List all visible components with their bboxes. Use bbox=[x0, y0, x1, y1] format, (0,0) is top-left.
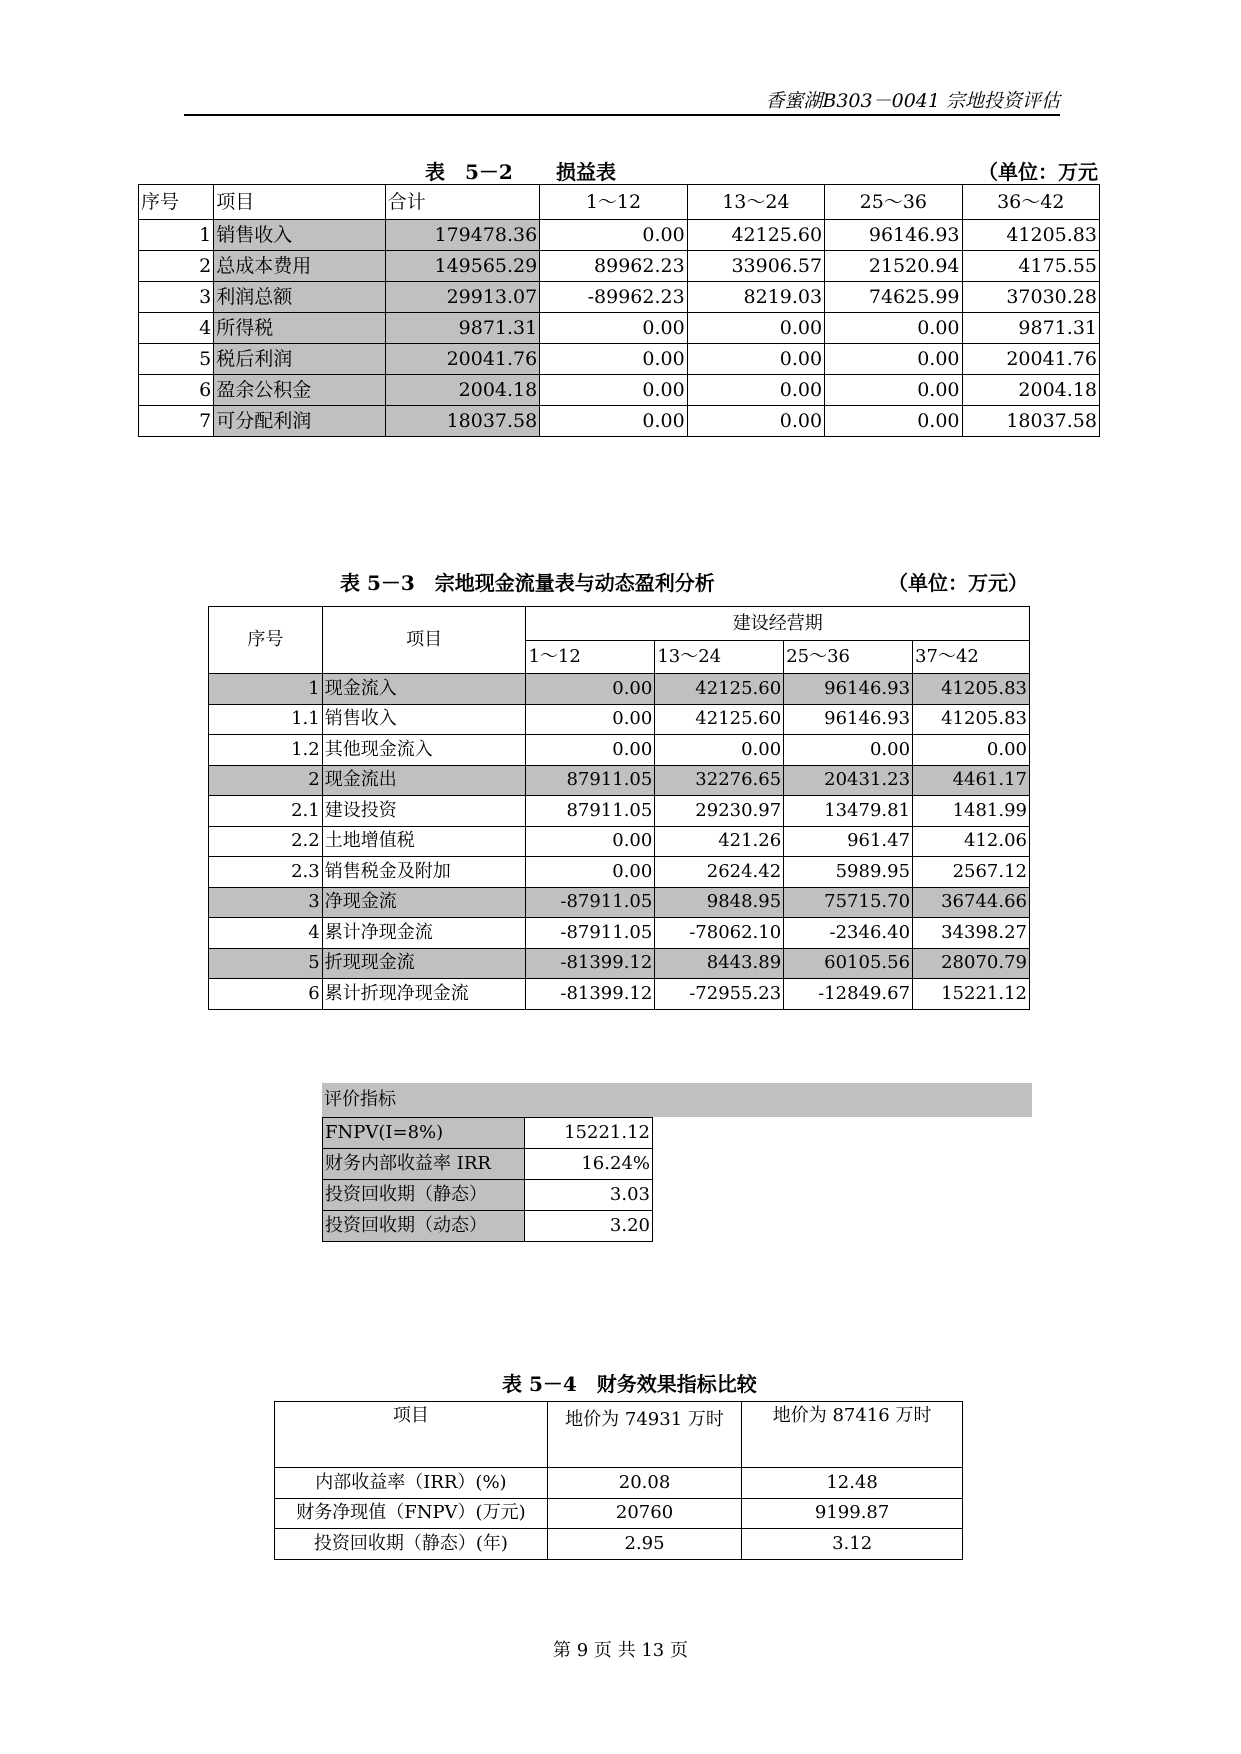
row-item: 税后利润 bbox=[214, 344, 386, 375]
table2-header-p1: 1～12 bbox=[526, 641, 655, 674]
cash-flow-table bbox=[208, 606, 1030, 1010]
row-value-a: 20760 bbox=[547, 1498, 741, 1529]
table1-header-total: 合计 bbox=[385, 185, 539, 220]
page-footer: 第 9 页 共 13 页 bbox=[553, 1640, 688, 1661]
table1-header-p2: 13～24 bbox=[687, 185, 824, 220]
row-item: 销售收入 bbox=[322, 704, 526, 735]
table-row bbox=[139, 282, 1100, 313]
table-row bbox=[209, 674, 1030, 705]
row-item: 累计净现金流 bbox=[322, 918, 526, 949]
row-value: 42125.60 bbox=[655, 704, 784, 735]
table-row bbox=[139, 406, 1100, 437]
row-value-a: 2.95 bbox=[547, 1529, 741, 1560]
row-value: 421.26 bbox=[655, 826, 784, 857]
row-item: 利润总额 bbox=[214, 282, 386, 313]
row-value: 9871.31 bbox=[385, 313, 539, 344]
row-value: 75715.70 bbox=[784, 887, 913, 918]
table1-header-no: 序号 bbox=[139, 185, 214, 220]
eval-value: 15221.12 bbox=[524, 1117, 652, 1148]
row-number: 7 bbox=[139, 406, 214, 437]
table4-caption: 表 5－4 财务效果指标比较 bbox=[502, 1372, 757, 1396]
row-value: 33906.57 bbox=[687, 251, 824, 282]
row-value: 0.00 bbox=[825, 406, 962, 437]
row-item: 可分配利润 bbox=[214, 406, 386, 437]
table-row bbox=[139, 220, 1100, 251]
table-row bbox=[275, 1498, 963, 1529]
row-value: 36744.66 bbox=[913, 887, 1030, 918]
row-item: 财务净现值（FNPV）(万元) bbox=[275, 1498, 548, 1529]
row-value: 0.00 bbox=[687, 344, 824, 375]
table4-header-b: 地价为 87416 万时 bbox=[742, 1402, 963, 1468]
eval-label: 投资回收期（动态） bbox=[323, 1210, 525, 1241]
table2-caption: 表 5－3 宗地现金流量表与动态盈利分析 bbox=[340, 571, 715, 595]
row-value: 4175.55 bbox=[962, 251, 1099, 282]
row-item: 总成本费用 bbox=[214, 251, 386, 282]
row-value: 41205.83 bbox=[962, 220, 1099, 251]
row-item: 销售税金及附加 bbox=[322, 857, 526, 888]
row-value: 28070.79 bbox=[913, 948, 1030, 979]
table-row bbox=[139, 375, 1100, 406]
row-value: 18037.58 bbox=[962, 406, 1099, 437]
row-value: 96146.93 bbox=[784, 674, 913, 705]
row-item: 现金流入 bbox=[322, 674, 526, 705]
row-value: 32276.65 bbox=[655, 765, 784, 796]
table-row bbox=[209, 857, 1030, 888]
table4-header-row bbox=[275, 1402, 963, 1468]
row-value: 0.00 bbox=[913, 735, 1030, 766]
table1-caption-name: 损益表 bbox=[556, 160, 616, 184]
row-value: 9848.95 bbox=[655, 887, 784, 918]
row-item: 现金流出 bbox=[322, 765, 526, 796]
table-row bbox=[323, 1117, 653, 1148]
table-row bbox=[275, 1468, 963, 1499]
row-value: 41205.83 bbox=[913, 704, 1030, 735]
row-number: 1 bbox=[139, 220, 214, 251]
row-number: 4 bbox=[209, 918, 323, 949]
row-value-b: 12.48 bbox=[742, 1468, 963, 1499]
table-row bbox=[209, 918, 1030, 949]
table2-header-item: 项目 bbox=[322, 607, 526, 674]
table-row bbox=[209, 796, 1030, 827]
row-value: 0.00 bbox=[540, 406, 687, 437]
row-value: 2004.18 bbox=[962, 375, 1099, 406]
table1-unit: （单位：万元 bbox=[978, 160, 1098, 184]
row-number: 1.1 bbox=[209, 704, 323, 735]
row-number: 2 bbox=[209, 765, 323, 796]
row-value: 21520.94 bbox=[825, 251, 962, 282]
row-value: 13479.81 bbox=[784, 796, 913, 827]
row-value: 0.00 bbox=[540, 220, 687, 251]
row-value: 4461.17 bbox=[913, 765, 1030, 796]
row-value: 18037.58 bbox=[385, 406, 539, 437]
row-value: -81399.12 bbox=[526, 979, 655, 1010]
table1-caption-num: 表 5－2 bbox=[425, 160, 513, 184]
table-row bbox=[209, 735, 1030, 766]
table4-header-item: 项目 bbox=[275, 1402, 548, 1468]
row-value: 8443.89 bbox=[655, 948, 784, 979]
row-number: 3 bbox=[139, 282, 214, 313]
row-value: 20041.76 bbox=[385, 344, 539, 375]
row-item: 累计折现净现金流 bbox=[322, 979, 526, 1010]
table2-header-row1 bbox=[209, 607, 1030, 641]
row-value: -87911.05 bbox=[526, 887, 655, 918]
table-row bbox=[209, 887, 1030, 918]
row-item: 销售收入 bbox=[214, 220, 386, 251]
row-value: 60105.56 bbox=[784, 948, 913, 979]
table-row bbox=[275, 1529, 963, 1560]
table-row bbox=[323, 1179, 653, 1210]
income-statement-table bbox=[138, 184, 1100, 437]
row-value: 0.00 bbox=[540, 313, 687, 344]
row-number: 1 bbox=[209, 674, 323, 705]
row-value: -87911.05 bbox=[526, 918, 655, 949]
row-value: 37030.28 bbox=[962, 282, 1099, 313]
row-value: 41205.83 bbox=[913, 674, 1030, 705]
row-item: 其他现金流入 bbox=[322, 735, 526, 766]
row-value: 0.00 bbox=[526, 826, 655, 857]
row-value: -89962.23 bbox=[540, 282, 687, 313]
table2-header-period: 建设经营期 bbox=[526, 607, 1030, 641]
table2-header-p4: 37～42 bbox=[913, 641, 1030, 674]
row-value: 0.00 bbox=[687, 375, 824, 406]
table1-header-p1: 1～12 bbox=[540, 185, 687, 220]
row-value: 0.00 bbox=[526, 857, 655, 888]
table-row bbox=[139, 313, 1100, 344]
row-value: -2346.40 bbox=[784, 918, 913, 949]
eval-title: 评价指标 bbox=[322, 1083, 1032, 1117]
row-value: 5989.95 bbox=[784, 857, 913, 888]
row-value: 2624.42 bbox=[655, 857, 784, 888]
table-row bbox=[209, 979, 1030, 1010]
row-value: 96146.93 bbox=[825, 220, 962, 251]
row-value: 0.00 bbox=[784, 735, 913, 766]
row-item: 土地增值税 bbox=[322, 826, 526, 857]
eval-label: 投资回收期（静态） bbox=[323, 1179, 525, 1210]
row-number: 3 bbox=[209, 887, 323, 918]
eval-value: 3.03 bbox=[524, 1179, 652, 1210]
row-number: 4 bbox=[139, 313, 214, 344]
row-value: 20431.23 bbox=[784, 765, 913, 796]
table1-header-row bbox=[139, 185, 1100, 220]
table2-unit: （单位：万元） bbox=[888, 571, 1028, 595]
row-value-a: 20.08 bbox=[547, 1468, 741, 1499]
row-value: 29913.07 bbox=[385, 282, 539, 313]
row-value: 0.00 bbox=[540, 375, 687, 406]
row-value: 9871.31 bbox=[962, 313, 1099, 344]
row-item: 折现现金流 bbox=[322, 948, 526, 979]
row-value: 34398.27 bbox=[913, 918, 1030, 949]
row-value: 0.00 bbox=[526, 735, 655, 766]
row-item: 盈余公积金 bbox=[214, 375, 386, 406]
row-value: 42125.60 bbox=[655, 674, 784, 705]
eval-value: 3.20 bbox=[524, 1210, 652, 1241]
row-item: 投资回收期（静态）(年) bbox=[275, 1529, 548, 1560]
eval-value: 16.24% bbox=[524, 1148, 652, 1179]
row-value: 74625.99 bbox=[825, 282, 962, 313]
row-value: 1481.99 bbox=[913, 796, 1030, 827]
row-value: 2567.12 bbox=[913, 857, 1030, 888]
row-item: 内部收益率（IRR）(%) bbox=[275, 1468, 548, 1499]
table2-header-no: 序号 bbox=[209, 607, 323, 674]
row-value: -78062.10 bbox=[655, 918, 784, 949]
row-value: 0.00 bbox=[655, 735, 784, 766]
row-item: 所得税 bbox=[214, 313, 386, 344]
row-number: 2.3 bbox=[209, 857, 323, 888]
row-value-b: 3.12 bbox=[742, 1529, 963, 1560]
row-number: 6 bbox=[139, 375, 214, 406]
row-value: 149565.29 bbox=[385, 251, 539, 282]
row-value: 0.00 bbox=[526, 704, 655, 735]
page-header-title: 香蜜湖B303－0041 宗地投资评估 bbox=[765, 90, 1060, 112]
financial-comparison-table bbox=[274, 1401, 963, 1560]
table1-header-p3: 25～36 bbox=[825, 185, 962, 220]
header-rule bbox=[184, 114, 1060, 116]
row-number: 5 bbox=[209, 948, 323, 979]
table1-header-p4: 36～42 bbox=[962, 185, 1099, 220]
row-value: 0.00 bbox=[825, 344, 962, 375]
row-value: 42125.60 bbox=[687, 220, 824, 251]
row-value-b: 9199.87 bbox=[742, 1498, 963, 1529]
table-row bbox=[139, 251, 1100, 282]
row-number: 2.2 bbox=[209, 826, 323, 857]
row-number: 6 bbox=[209, 979, 323, 1010]
row-value: 15221.12 bbox=[913, 979, 1030, 1010]
row-value: -12849.67 bbox=[784, 979, 913, 1010]
row-value: 20041.76 bbox=[962, 344, 1099, 375]
row-value: 961.47 bbox=[784, 826, 913, 857]
row-value: 2004.18 bbox=[385, 375, 539, 406]
row-value: 0.00 bbox=[687, 406, 824, 437]
table-row bbox=[139, 344, 1100, 375]
row-value: 8219.03 bbox=[687, 282, 824, 313]
table4-header-a: 地价为 74931 万时 bbox=[547, 1402, 741, 1468]
table-row bbox=[209, 948, 1030, 979]
row-value: 89962.23 bbox=[540, 251, 687, 282]
row-item: 净现金流 bbox=[322, 887, 526, 918]
row-value: 412.06 bbox=[913, 826, 1030, 857]
row-value: 0.00 bbox=[540, 344, 687, 375]
table-row bbox=[209, 704, 1030, 735]
eval-label: 财务内部收益率 IRR bbox=[323, 1148, 525, 1179]
row-value: 0.00 bbox=[526, 674, 655, 705]
row-value: 87911.05 bbox=[526, 796, 655, 827]
row-value: 179478.36 bbox=[385, 220, 539, 251]
row-value: 0.00 bbox=[825, 313, 962, 344]
table-row bbox=[209, 826, 1030, 857]
table-row bbox=[209, 765, 1030, 796]
table2-header-p3: 25～36 bbox=[784, 641, 913, 674]
row-number: 1.2 bbox=[209, 735, 323, 766]
row-value: 87911.05 bbox=[526, 765, 655, 796]
eval-label: FNPV(I=8%) bbox=[323, 1117, 525, 1148]
table-row bbox=[323, 1148, 653, 1179]
table-row bbox=[323, 1210, 653, 1241]
table2-header-p2: 13～24 bbox=[655, 641, 784, 674]
row-item: 建设投资 bbox=[322, 796, 526, 827]
row-value: 0.00 bbox=[825, 375, 962, 406]
row-number: 5 bbox=[139, 344, 214, 375]
row-value: -72955.23 bbox=[655, 979, 784, 1010]
row-value: 0.00 bbox=[687, 313, 824, 344]
row-value: 96146.93 bbox=[784, 704, 913, 735]
row-number: 2.1 bbox=[209, 796, 323, 827]
row-number: 2 bbox=[139, 251, 214, 282]
table1-header-item: 项目 bbox=[214, 185, 386, 220]
row-value: -81399.12 bbox=[526, 948, 655, 979]
row-value: 29230.97 bbox=[655, 796, 784, 827]
